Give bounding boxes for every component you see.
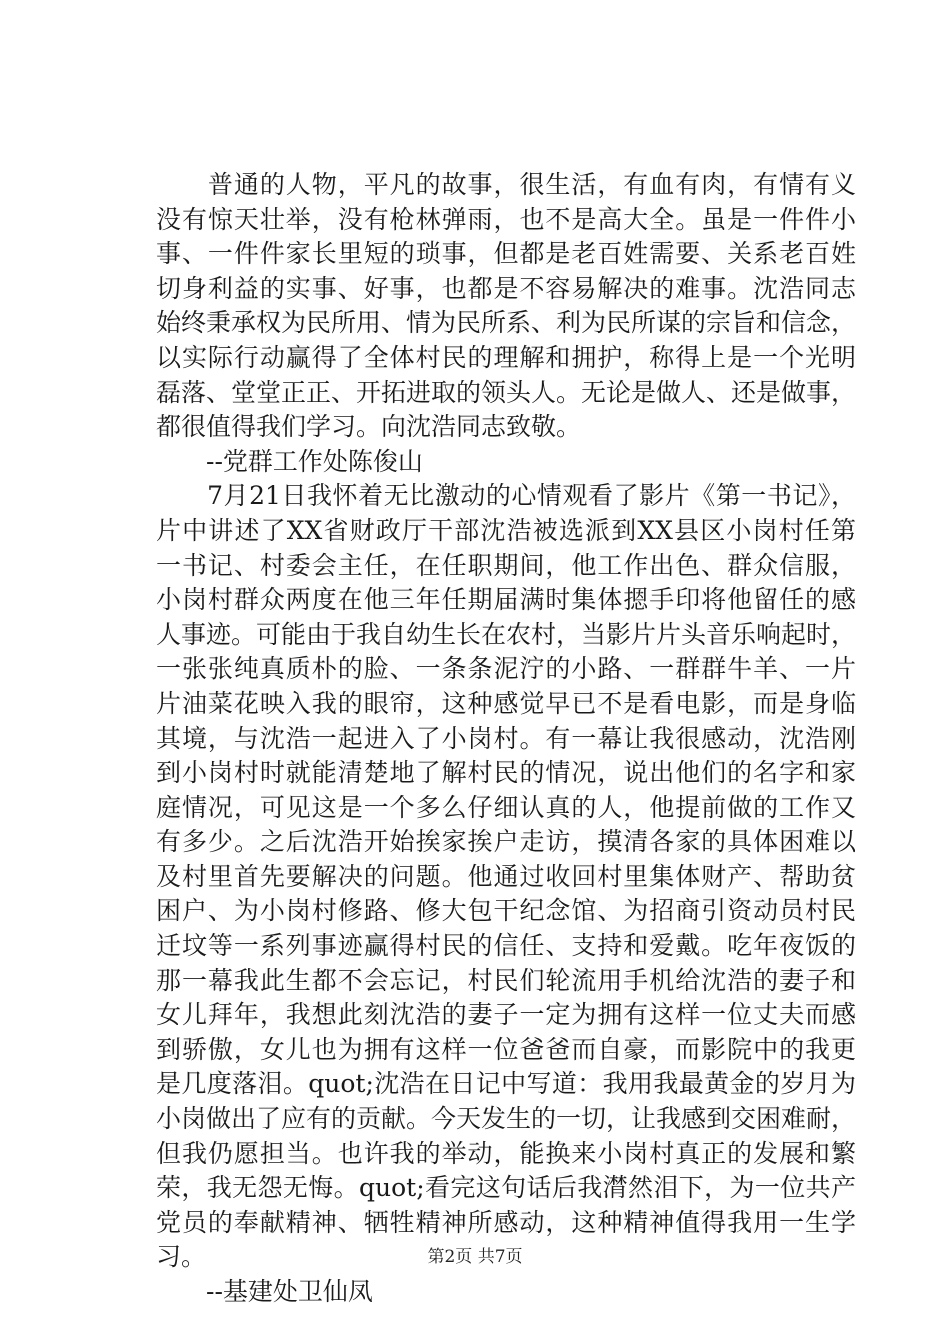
text-line: 小岗村群众两度在他三年任期届满时集体摁手印将他留任的感 <box>156 585 856 615</box>
text-line: 荣，我无怨无悔。quot;看完这句话后我潸然泪下，为一位共产 <box>156 1173 856 1203</box>
text-line: 切身利益的实事、好事，也都是不容易解决的难事。沈浩同志 <box>156 273 856 303</box>
page-footer: 第2页 共7页 <box>427 1247 523 1267</box>
text-line: 党员的奉献精神、牺牲精神所感动，这种精神值得我用一生学 <box>156 1207 856 1237</box>
text-line: 片中讲述了XX省财政厅干部沈浩被选派到XX县区小岗村任第 <box>156 515 856 545</box>
text-line: 片油菜花映入我的眼帘，这种感觉早已不是看电影，而是身临 <box>156 688 856 718</box>
text-line: 以实际行动赢得了全体村民的理解和拥护，称得上是一个光明 <box>156 342 856 372</box>
text-line: 习。 <box>156 1242 207 1272</box>
document-body <box>156 168 856 1310</box>
text-line: 及村里首先要解决的问题。他通过收回村里集体财产、帮助贫 <box>156 861 856 891</box>
text-line: 其境，与沈浩一起进入了小岗村。有一幕让我很感动，沈浩刚 <box>156 723 856 753</box>
text-line: 一张张纯真质朴的脸、一条条泥泞的小路、一群群牛羊、一片 <box>156 654 856 684</box>
text-line: 7月21日我怀着无比激动的心情观看了影片《第一书记》， <box>156 481 856 511</box>
text-line: 庭情况，可见这是一个多么仔细认真的人，他提前做的工作又 <box>156 792 856 822</box>
text-line: 人事迹。可能由于我自幼生长在农村，当影片片头音乐响起时， <box>156 619 857 649</box>
text-line: 困户、为小岗村修路、修大包干纪念馆、为招商引资动员村民 <box>156 896 856 926</box>
text-line: 那一幕我此生都不会忘记，村民们轮流用手机给沈浩的妻子和 <box>156 965 856 995</box>
text-line: 小岗做出了应有的贡献。今天发生的一切，让我感到交困难耐， <box>156 1104 857 1134</box>
text-line: 事、一件件家长里短的琐事，但都是老百姓需要、关系老百姓 <box>156 239 856 269</box>
text-line: 一书记、村委会主任，在任职期间，他工作出色、群众信服， <box>156 550 856 580</box>
text-line: 是几度落泪。quot;沈浩在日记中写道：我用我最黄金的岁月为 <box>156 1069 856 1099</box>
text-line: 女儿拜年，我想此刻沈浩的妻子一定为拥有这样一位丈夫而感 <box>156 1000 856 1030</box>
text-line: 没有惊天壮举，没有枪林弹雨，也不是高大全。虽是一件件小 <box>156 204 856 234</box>
text-line: 都很值得我们学习。向沈浩同志致敬。 <box>156 412 582 442</box>
text-line: --党群工作处陈俊山 <box>156 446 423 476</box>
text-line: --基建处卫仙凤 <box>156 1277 373 1306</box>
text-line: 迁坟等一系列事迹赢得村民的信任、支持和爱戴。吃年夜饭的 <box>156 931 856 961</box>
text-line: 但我仍愿担当。也许我的举动，能换来小岗村真正的发展和繁 <box>156 1138 856 1168</box>
text-line: 始终秉承权为民所用、情为民所系、利为民所谋的宗旨和信念， <box>156 308 857 338</box>
text-line: 到小岗村时就能清楚地了解村民的情况，说出他们的名字和家 <box>156 758 856 788</box>
text-line: 有多少。之后沈浩开始挨家挨户走访，摸清各家的具体困难以 <box>156 827 856 857</box>
text-line: 到骄傲，女儿也为拥有这样一位爸爸而自豪，而影院中的我更 <box>156 1034 856 1064</box>
text-line: 磊落、堂堂正正、开拓进取的领头人。无论是做人、还是做事， <box>156 377 857 407</box>
text-line: 普通的人物，平凡的故事，很生活，有血有肉，有情有义 <box>156 170 856 199</box>
